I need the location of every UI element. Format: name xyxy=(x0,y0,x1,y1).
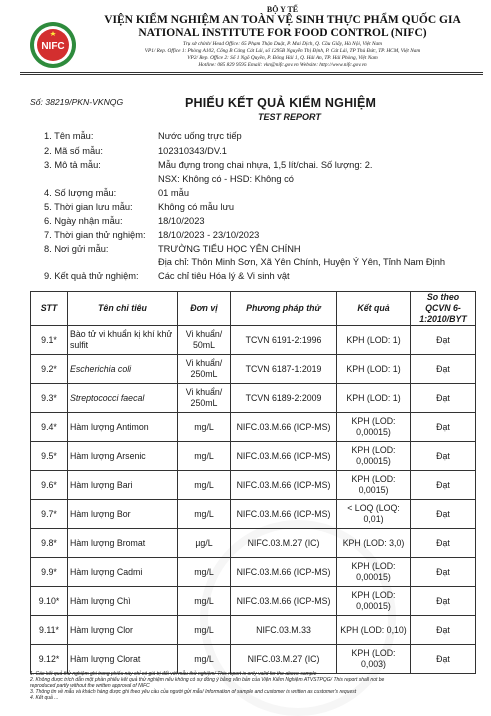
cell-method: NIFC.03.M.66 (ICP-MS) xyxy=(231,558,337,587)
cell-evaluation: Đạt xyxy=(411,645,476,674)
header-unit: Đơn vị xyxy=(178,292,231,326)
cell-stt: 9.6* xyxy=(31,471,68,500)
info-value: Địa chỉ: Thôn Minh Sơn, Xã Yên Chính, Huyện Ý Yên, Tỉnh Nam Định xyxy=(158,257,446,267)
cell-evaluation: Đạt xyxy=(411,471,476,500)
header-stt: STT xyxy=(31,292,68,326)
table-row xyxy=(31,616,476,645)
cell-method: NIFC.03.M.27 (IC) xyxy=(231,529,337,558)
cell-evaluation: Đạt xyxy=(411,500,476,529)
head-office-address: Trụ sở chính/ Head Office: 65 Phạm Thận Duật, P. Mai Dịch, Q. Cầu Giấy, Hà Nội, Việt Nam xyxy=(183,41,382,47)
svg-text:NIFC: NIFC xyxy=(41,41,65,52)
cell-method: NIFC.03.M.27 (IC) xyxy=(231,645,337,674)
cell-unit: mg/L xyxy=(178,413,231,442)
cell-unit: Vi khuẩn/ 250mL xyxy=(178,355,231,384)
cell-name: Hàm lượng Arsenic xyxy=(68,442,178,471)
info-label: 5. Thời gian lưu mẫu: xyxy=(44,202,133,212)
header-method: Phương pháp thử xyxy=(231,292,337,326)
header-name: Tên chỉ tiêu xyxy=(68,292,178,326)
cell-evaluation: Đạt xyxy=(411,558,476,587)
cell-unit: mg/L xyxy=(178,442,231,471)
table-row xyxy=(31,587,476,616)
cell-name: Escherichia coli xyxy=(68,355,178,384)
cell-result: KPH (LOD: 1) xyxy=(337,326,411,355)
cell-unit: Vi khuẩn/ 250mL xyxy=(178,384,231,413)
table-row xyxy=(31,558,476,587)
rep-office-1-address: VP1/ Rep. Office 1: Phòng A102, Cổng B Cảng Cát Lái, số 1295B Nguyễn Thị Định, P. Cát Lái, TP Thủ Đức, TP. HCM, Việt Nam xyxy=(144,48,421,54)
cell-stt: 9.10* xyxy=(31,587,68,616)
info-label: 4. Số lượng mẫu: xyxy=(44,188,117,198)
cell-evaluation: Đạt xyxy=(411,326,476,355)
cell-stt: 9.1* xyxy=(31,326,68,355)
cell-name: Hàm lượng Antimon xyxy=(68,413,178,442)
table-row xyxy=(31,413,476,442)
info-value: NSX: Không có - HSD: Không có xyxy=(158,174,294,184)
nifc-logo xyxy=(28,20,78,70)
cell-result: KPH (LOD: 0,10) xyxy=(337,616,411,645)
cell-stt: 9.12* xyxy=(31,645,68,674)
cell-name: Hàm lượng Bari xyxy=(68,471,178,500)
info-label: 6. Ngày nhận mẫu: xyxy=(44,216,123,226)
cell-name: Hàm lượng Bor xyxy=(68,500,178,529)
cell-evaluation: Đạt xyxy=(411,616,476,645)
cell-method: NIFC.03.M.33 xyxy=(231,616,337,645)
cell-unit: mg/L xyxy=(178,500,231,529)
institute-name-en: NATIONAL INSTITUTE FOR FOOD CONTROL (NIFC) xyxy=(138,27,427,39)
cell-result: KPH (LOD: 0,00015) xyxy=(337,587,411,616)
table-row xyxy=(31,500,476,529)
cell-evaluation: Đạt xyxy=(411,384,476,413)
table-row xyxy=(31,442,476,471)
footer-note: 3. Thông tin về mẫu và khách hàng được ghi theo yêu cầu của người gửi mẫu/ Information of sample and customer is written as customer's request xyxy=(30,689,357,695)
cell-evaluation: Đạt xyxy=(411,587,476,616)
table-row xyxy=(31,326,476,355)
cell-name: Hàm lượng Clor xyxy=(68,616,178,645)
header-divider xyxy=(20,72,483,75)
report-title: PHIẾU KẾT QUẢ KIỂM NGHIỆM xyxy=(185,96,377,110)
table-row xyxy=(31,645,476,674)
cell-evaluation: Đạt xyxy=(411,413,476,442)
cell-name: Hàm lượng Chì xyxy=(68,587,178,616)
footer-note: 1. Các kết quả thử nghiệm ghi trong phiếu này chỉ có giá trị đối với mẫu thử nghiệm/ This report is only valid for the above sample xyxy=(30,671,317,677)
cell-stt: 9.11* xyxy=(31,616,68,645)
footer-note: reproduced partly without the written approval of NIFC xyxy=(30,683,150,689)
cell-evaluation: Đạt xyxy=(411,529,476,558)
cell-stt: 9.8* xyxy=(31,529,68,558)
results-table xyxy=(30,291,476,674)
ministry-name: BỘ Y TẾ xyxy=(266,5,299,14)
cell-name: Hàm lượng Clorat xyxy=(68,645,178,674)
cell-stt: 9.4* xyxy=(31,413,68,442)
contact-line: Hotline: 085 829 9595 Email: vkn@nifc.gov.vn Website: http://www.nifc.gov.vn xyxy=(198,62,367,68)
cell-unit: mg/L xyxy=(178,471,231,500)
cell-method: NIFC.03.M.66 (ICP-MS) xyxy=(231,442,337,471)
footer-note: 2. Không được trích dẫn một phần phiếu kết quả thử nghiệm nếu không có sự đồng ý bằng văn bản của Viện Kiểm Nghiệm ATVSTPQG/ This report shall not be xyxy=(30,677,385,683)
cell-result: KPH (LOD: 0,00015) xyxy=(337,413,411,442)
table-header-row xyxy=(31,292,476,326)
info-value: 18/10/2023 xyxy=(158,216,205,226)
cell-result: KPH (LOD: 0,00015) xyxy=(337,558,411,587)
info-value: TRƯỜNG TIỂU HỌC YÊN CHÍNH xyxy=(158,244,301,254)
info-value: Các chỉ tiêu Hóa lý & Vi sinh vật xyxy=(158,271,290,281)
cell-unit: µg/L xyxy=(178,529,231,558)
cell-name: Hàm lượng Bromat xyxy=(68,529,178,558)
cell-unit: mg/L xyxy=(178,587,231,616)
cell-unit: mg/L xyxy=(178,645,231,674)
cell-method: TCVN 6187-1:2019 xyxy=(231,355,337,384)
table-row xyxy=(31,355,476,384)
info-value: 102310343/DV.1 xyxy=(158,146,227,156)
cell-unit: Vi khuẩn/ 50mL xyxy=(178,326,231,355)
cell-stt: 9.9* xyxy=(31,558,68,587)
table-row xyxy=(31,529,476,558)
header-result: Kết quả xyxy=(337,292,411,326)
cell-method: NIFC.03.M.66 (ICP-MS) xyxy=(231,500,337,529)
cell-method: NIFC.03.M.66 (ICP-MS) xyxy=(231,471,337,500)
cell-result: KPH (LOD: 0,0015) xyxy=(337,471,411,500)
info-value: Mẫu đựng trong chai nhựa, 1,5 lít/chai. Số lượng: 2. xyxy=(158,160,373,170)
cell-evaluation: Đạt xyxy=(411,442,476,471)
cell-result: KPH (LOD: 1) xyxy=(337,355,411,384)
info-label: 9. Kết quả thử nghiệm: xyxy=(44,271,139,281)
info-value: Không có mẫu lưu xyxy=(158,202,234,212)
rep-office-2-address: VP2/ Rep. Office 2: Số 1 Ngõ Quyền, P. Đông Hải 1, Q. Hải An, TP. Hải Phòng, Việt Nam xyxy=(187,55,378,61)
cell-unit: mg/L xyxy=(178,558,231,587)
footer-note: 4. Kết quả ... xyxy=(30,695,59,701)
cell-stt: 9.3* xyxy=(31,384,68,413)
institute-name-vn: VIỆN KIỂM NGHIỆM AN TOÀN VỆ SINH THỰC PHẨM QUỐC GIA xyxy=(104,14,461,26)
table-row xyxy=(31,471,476,500)
info-label: 3. Mô tả mẫu: xyxy=(44,160,101,170)
cell-result: KPH (LOD: 0,00015) xyxy=(337,442,411,471)
table-row xyxy=(31,384,476,413)
cell-unit: mg/L xyxy=(178,616,231,645)
info-label: 2. Mã số mẫu: xyxy=(44,146,103,156)
cell-result: < LOQ (LOQ: 0,01) xyxy=(337,500,411,529)
cell-evaluation: Đạt xyxy=(411,355,476,384)
cell-method: TCVN 6189-2:2009 xyxy=(231,384,337,413)
cell-stt: 9.7* xyxy=(31,500,68,529)
info-value: 18/10/2023 - 23/10/2023 xyxy=(158,230,260,240)
cell-name: Hàm lượng Cadmi xyxy=(68,558,178,587)
info-value: 01 mẫu xyxy=(158,188,190,198)
cell-stt: 9.2* xyxy=(31,355,68,384)
info-label: 8. Nơi gửi mẫu: xyxy=(44,244,109,254)
info-label: 1. Tên mẫu: xyxy=(44,131,94,141)
cell-method: TCVN 6191-2:1996 xyxy=(231,326,337,355)
cell-stt: 9.5* xyxy=(31,442,68,471)
document-number: Số: 38219/PKN-VKNQG xyxy=(30,97,124,107)
cell-method: NIFC.03.M.66 (ICP-MS) xyxy=(231,413,337,442)
cell-result: KPH (LOD: 3,0) xyxy=(337,529,411,558)
info-label: 7. Thời gian thử nghiệm: xyxy=(44,230,146,240)
cell-method: NIFC.03.M.66 (ICP-MS) xyxy=(231,587,337,616)
report-subtitle: TEST REPORT xyxy=(258,112,321,122)
info-value: Nước uống trực tiếp xyxy=(158,131,242,141)
header-standard: So theo QCVN 6-1:2010/BYT xyxy=(411,292,476,326)
cell-result: KPH (LOD: 1) xyxy=(337,384,411,413)
cell-name: Streptococci faecal xyxy=(68,384,178,413)
cell-result: KPH (LOD: 0,003) xyxy=(337,645,411,674)
cell-name: Bào tử vi khuẩn kị khí khử sulfit xyxy=(68,326,178,355)
